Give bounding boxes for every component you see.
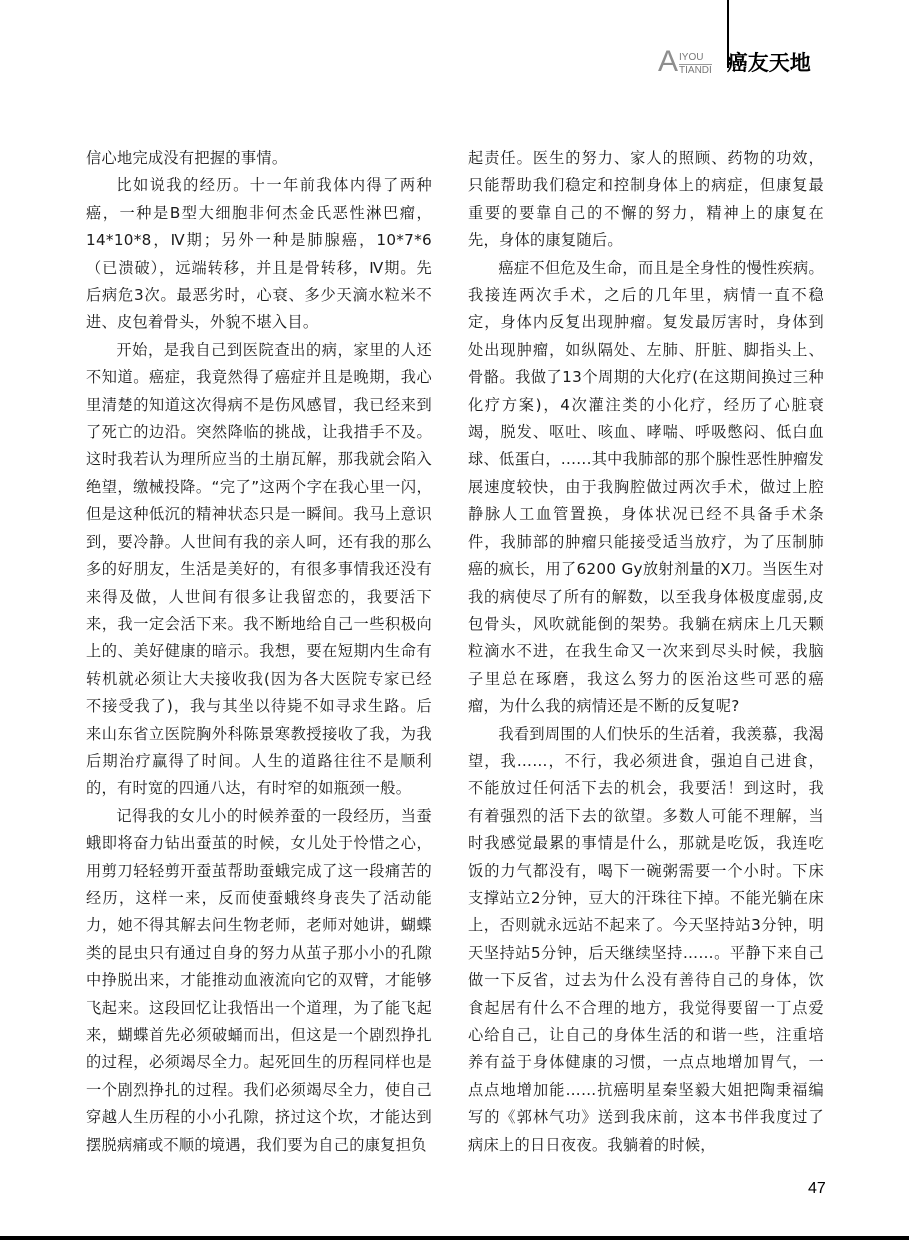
logo-word-bottom: TIANDI bbox=[679, 64, 712, 76]
footer-rule bbox=[0, 1236, 909, 1240]
paragraph: 我看到周围的人们快乐的生活着，我羡慕，我渴望，我……，不行，我必须进食，强迫自己进食，不能放过任何活下去的机会，我要活！到这时，我有着强烈的活下去的欲望。多数人可能不理解，当时我感觉最累的事情是什么，那就是吃饭，我连吃饭的力气都没有，喝下一碗粥需要一个小时。下床支撑站立2分钟，豆大的汗珠往下掉。不能光躺在床上，否则就永远站不起来了。今天坚持站3分钟，明天坚持站5分钟，后天继续坚持……。平静下来自己做一下反省，过去为什么没有善待自己的身体，饮食起居有什么不合理的地方，我觉得要留一丁点爱心给自己，让自己的身体生活的和谐一些，注重培养有益于身体健康的习惯，一点点地增加胃气，一点点地增加能……抗癌明星秦坚毅大姐把陶秉福编写的《郭林气功》送到我床前，这本书伴我度过了病床上的日日夜夜。我躺着的时候， bbox=[468, 724, 824, 1154]
section-title: 癌友天地 bbox=[726, 51, 811, 75]
paragraph: 比如说我的经历。十一年前我体内得了两种癌，一种是B型大细胞非何杰金氏恶性淋巴瘤，14*10*8，Ⅳ期；另外一种是肺腺癌，10*7*6（已溃破），远端转移，并且是骨转移，Ⅳ期。先后病危3次。最恶劣时，心衰、多少天滴水粒米不进、皮包着骨头，外貌不堪入目。 bbox=[86, 176, 432, 332]
left-column bbox=[86, 145, 432, 1159]
paragraph: 癌症不但危及生命，而且是全身性的慢性疾病。我接连两次手术，之后的几年里，病情一直不稳定，身体内反复出现肿瘤。复发最厉害时，身体到处出现肿瘤，如纵隔处、左肺、肝脏、脚指头上、骨骼。我做了13个周期的大化疗(在这期间换过三种化疗方案)，4次灌注类的小化疗，经历了心脏衰竭，脱发、呕吐、咳血、哮喘、呼吸憋闷、低白血球、低蛋白，......其中我肺部的那个腺性恶性肿瘤发展速度较快，由于我胸腔做过两次手术，做过上腔静脉人工血管置换，身体状况已经不具备手术条件，我肺部的肿瘤只能接受适当放疗，为了压制肺癌的疯长，用了6200 Gy放射剂量的X刀。当医生对我的病使尽了所有的解数，以至我身体极度虚弱,皮包骨头，风吹就能倒的架势。我躺在病床上几天颗粒滴水不进，在我生命又一次来到尽头时候，我脑子里总在琢磨，我这么努力的医治这些可恶的癌瘤，为什么我的病情还是不断的反复呢? bbox=[468, 258, 825, 716]
paragraph: 记得我的女儿小的时候养蚕的一段经历，当蚕蛾即将奋力钻出蚕茧的时候，女儿处于怜惜之心，用剪刀轻轻剪开蚕茧帮助蚕蛾完成了这一段痛苦的经历，这样一来，反而使蚕蛾终身丧失了活动能力，她不得其解去问生物老师，老师对她讲，蝴蝶类的昆虫只有通过自身的努力从茧子那小小的孔隙中挣脱出来，才能推动血液流向它的双臂，才能够飞起来。这段回忆让我悟出一个道理，为了能飞起来，蝴蝶首先必须破蛹而出，但这是一个剧烈挣扎的过程，必须竭尽全力。起死回生的历程同样也是一个剧烈挣扎的过程。我们必须竭尽全力，使自己穿越人生历程的小小孔隙，挤过这个坎，才能达到摆脱病痛或不顺的境遇，我们要为自己的康复担负 bbox=[86, 806, 432, 1154]
paragraph: 起责任。医生的努力、家人的照顾、药物的功效，只能帮助我们稳定和控制身体上的病症，但康复最重要的要靠自己的不懈的努力，精神上的康复在先，身体的康复随后。 bbox=[468, 149, 824, 250]
page-number: 47 bbox=[808, 1180, 826, 1197]
running-header bbox=[658, 44, 811, 80]
logo-letter: A bbox=[658, 45, 678, 78]
logo-word-top: IYOU bbox=[679, 52, 712, 65]
paragraph: 信心地完成没有把握的事情。 bbox=[86, 149, 288, 167]
logo-wordmark bbox=[679, 52, 712, 76]
paragraph: 开始，是我自己到医院查出的病，家里的人还不知道。癌症，我竟然得了癌症并且是晚期，我心里清楚的知道这次得病不是伤风感冒，我已经来到了死亡的边沿。突然降临的挑战，让我措手不及。这时我若认为理所应当的土崩瓦解，那我就会陷入绝望，缴械投降。“完了”这两个字在我心里一闪，但是这种低沉的精神状态只是一瞬间。我马上意识到，要冷静。人世间有我的亲人呵，还有我的那么多的好朋友，生活是美好的，有很多事情我还没有来得及做，人世间有很多让我留恋的，我要活下来，我一定会活下来。我不断地给自己一些积极向上的、美好健康的暗示。我想，要在短期内生命有转机就必须让大夫接收我(因为各大医院专家已经不接受我了)，我与其坐以待毙不如寻求生路。后来山东省立医院胸外科陈景寒教授接收了我，为我后期治疗赢得了时间。人生的道路往往不是顺利的，有时宽的四通八达，有时窄的如瓶颈一般。 bbox=[86, 340, 432, 798]
right-column bbox=[468, 145, 824, 1159]
